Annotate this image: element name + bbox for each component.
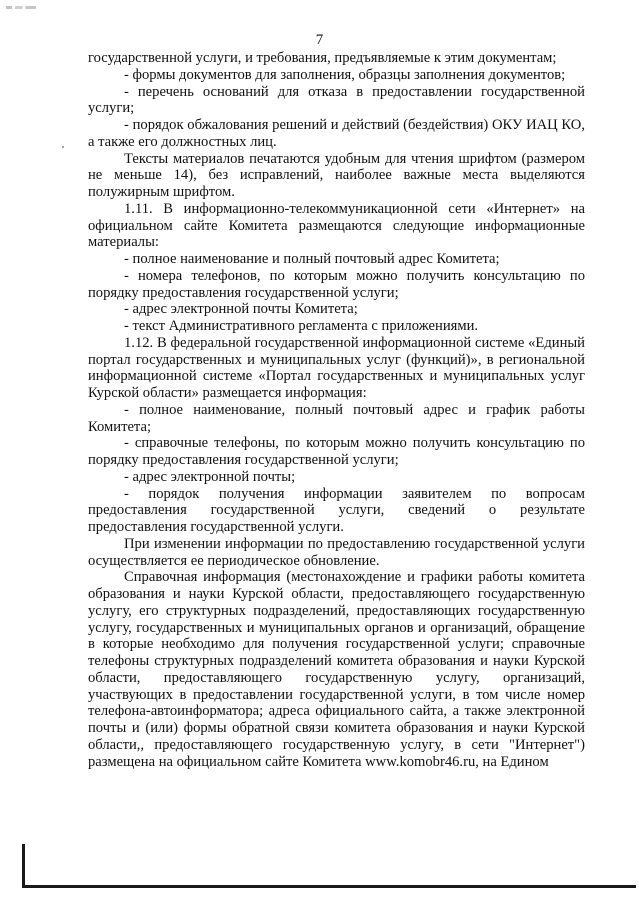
scan-artifact (6, 6, 36, 9)
paragraph: Справочная информация (местонахождение и графики работы комитета образования и науки Курской области, предоставляющего государственную услугу, его структурных подразделений, предоставляющих государственную услугу, государственных и муниципальных органов и организаций, обращение в которые необходимо для получения государственной услуги; справочные телефоны структурных подразделений комитета образования и науки Курской области, предоставляющего государственную услугу, организаций, участвующих в предоставлении государственной услуги, в том числе номер телефона-автоинформатора; адреса официального сайта, а также электронной почты и (или) формы обратной связи комитета образования и науки Курской области,, предоставляющего государственную услугу, в сети "Интернет") размещена на официальном сайте Комитета www.komobr46.ru, на Едином (88, 569, 585, 770)
paragraph: 1.11. В информационно-телекоммуникационной сети «Интернет» на официальном сайте Комитета размещаются следующие информационные материалы: (88, 200, 585, 251)
paragraph: - порядок получения информации заявителем по вопросам предоставления государственной услуги, сведений о результате предоставления государственной услуги. (88, 485, 585, 535)
paragraph: 1.12. В федеральной государственной информационной системе «Единый портал государственных и муниципальных услуг (функций)», в региональной информационной системе «Портал государственных и муниципальных услуг Курской области» размещается информация: (88, 334, 585, 401)
scan-dot (62, 146, 64, 148)
paragraph: - адрес электронной почты Комитета; (124, 301, 358, 318)
paragraph: государственной услуги, и требования, предъявляемые к этим документам; (88, 50, 557, 66)
page-number: 7 (315, 32, 324, 48)
paragraph: - текст Административного регламента с приложениями. (124, 318, 479, 334)
paragraph: - порядок обжалования решений и действий (бездействия) ОКУ ИАЦ КО, а также его должностных лиц. (88, 117, 585, 150)
paragraph: - справочные телефоны, по которым можно получить консультацию по порядку предоставления государственной услуги; (88, 435, 585, 468)
paragraph: - полное наименование и полный почтовый адрес Комитета; (124, 251, 500, 267)
paragraph: Тексты материалов печатаются удобным для чтения шрифтом (размером не меньше 14), без исправлений, наиболее важные места выделяются полужирным шрифтом. (88, 150, 585, 200)
paragraph: - полное наименование, полный почтовый адрес и график работы Комитета; (88, 401, 585, 435)
paragraph: При изменении информации по предоставлению государственной услуги осуществляется ее периодическое обновление. (88, 535, 585, 569)
paragraph: - перечень оснований для отказа в предоставлении государственной услуги; (88, 83, 585, 117)
scan-border (22, 844, 636, 888)
paragraph: - формы документов для заполнения, образцы заполнения документов; (124, 66, 566, 83)
paragraph: - адрес электронной почты; (124, 468, 296, 485)
document-body (88, 50, 585, 770)
paragraph: - номера телефонов, по которым можно получить консультацию по порядку предоставления государственной услуги; (88, 267, 585, 301)
